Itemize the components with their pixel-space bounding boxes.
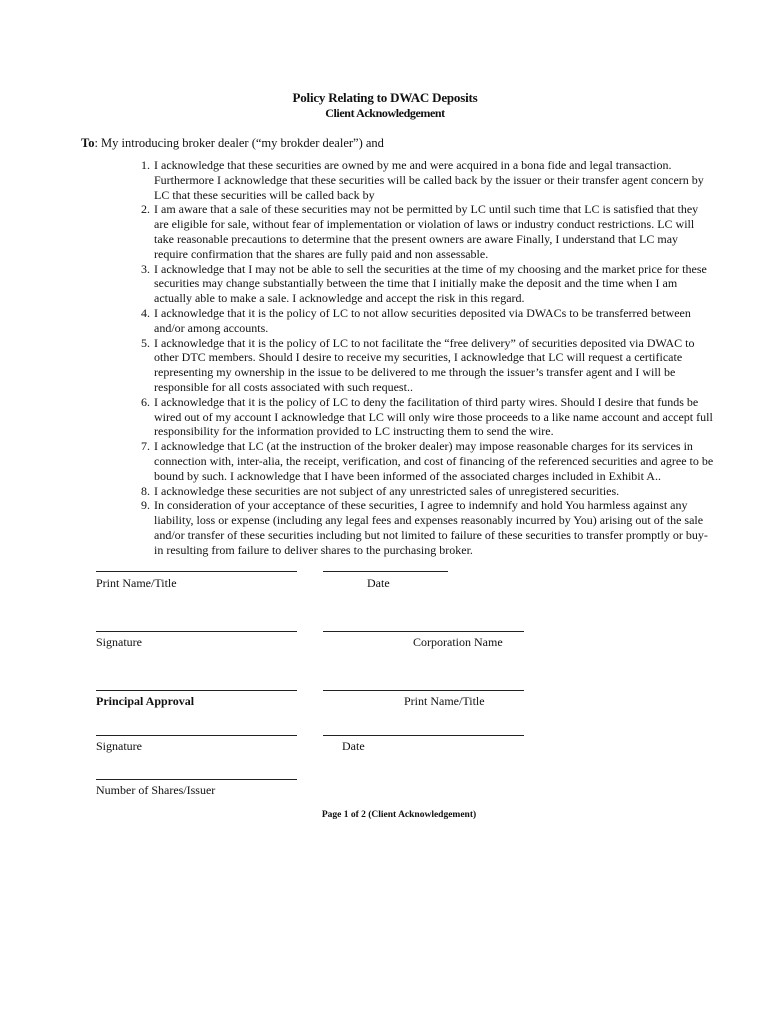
date-label: Date — [367, 576, 390, 590]
list-item — [141, 261, 714, 306]
item-text: I am aware that a sale of these securities may not be permitted by LC until such time that LC is satisfied that they are eligible for sale, without fear of implementation or violation of laws or industry conduct restrictions. LC will take reasonable precautions to determine that the present owners are aware Finally, I understand that LC may require confirmation that the shares are fully paid and non assessable. — [154, 202, 699, 261]
principal-approval-label: Principal Approval — [96, 694, 195, 708]
item-number: 3. — [141, 261, 150, 276]
signature-line[interactable] — [96, 631, 297, 632]
acknowledgement-list — [141, 158, 714, 558]
signature-2-line[interactable] — [96, 735, 297, 736]
print-name-title-label: Print Name/Title — [96, 576, 177, 590]
item-text: I acknowledge that I may not be able to sell the securities at the time of my choosing and the market price for these securities may change substantially between the time that I initially make the deposit and the time when I am actually able to make a sale. I acknowledge and accept the risk in this regard. — [154, 261, 707, 306]
print-name-title-2-line[interactable] — [323, 690, 524, 691]
item-text: I acknowledge that it is the policy of LC to not allow securities deposited via DWACs to be transferred between and/or among accounts. — [154, 305, 691, 335]
print-name-title-2-label: Print Name/Title — [404, 694, 485, 708]
list-item — [141, 158, 714, 202]
number-of-shares-label: Number of Shares/Issuer — [96, 783, 216, 797]
item-number: 4. — [141, 305, 150, 320]
to-label: To — [81, 136, 95, 150]
signature-label: Signature — [96, 635, 142, 649]
item-text: I acknowledge that LC (at the instruction of the broker dealer) may impose reasonable charges for its services in connection with, inter-alia, the receipt, verification, and cost of financing of the referenced securities and agree to be bound by such. I acknowledge that I have been informed of the associated charges included in Exhibit A.. — [154, 439, 714, 483]
item-number: 6. — [141, 394, 150, 409]
item-text: I acknowledge that it is the policy of LC to not facilitate the “free delivery” of securities deposited via DWAC to other DTC members. Should I desire to receive my securities, I acknowledge that LC will request a certificate representing my ownership in the issue to be delivered to me through the issuer’s transfer agent and I will be responsible for all costs associated with such request.. — [154, 335, 695, 394]
list-item — [141, 202, 714, 261]
document-subtitle: Client Acknowledgement — [325, 106, 445, 120]
date-2-label: Date — [342, 739, 365, 753]
item-number: 1. — [141, 158, 150, 172]
document-title: Policy Relating to DWAC Deposits — [292, 90, 478, 105]
item-number: 9. — [141, 498, 150, 513]
item-number: 2. — [141, 202, 150, 217]
corporation-name-line[interactable] — [323, 631, 524, 632]
list-item — [141, 335, 714, 395]
list-item — [141, 394, 714, 439]
corporation-name-label: Corporation Name — [413, 635, 503, 649]
list-item — [141, 305, 714, 336]
list-item — [141, 498, 714, 557]
date-line[interactable] — [323, 571, 448, 572]
number-of-shares-line[interactable] — [96, 779, 297, 780]
item-text: I acknowledge these securities are not subject of any unrestricted sales of unregistered securities. — [154, 483, 620, 498]
print-name-title-line[interactable] — [96, 571, 297, 572]
item-number: 7. — [141, 439, 150, 454]
list-item — [141, 439, 714, 483]
list-item — [141, 483, 714, 499]
date-2-line[interactable] — [323, 735, 524, 736]
item-text: I acknowledge that these securities are owned by me and were acquired in a bona fide and legal transaction. Furthermore I acknowledge that these securities will be called back by the issuer or their transfer agent concern by LC that these securities will be called back by — [154, 158, 704, 202]
item-number: 8. — [141, 483, 150, 498]
to-text: : My introducing broker dealer (“my brokder dealer”) and — [94, 136, 384, 150]
item-text: In consideration of your acceptance of these securities, I agree to indemnify and hold You harmless against any liability, loss or expense (including any legal fees and expenses reasonably incurred by You) arising out of the sale and/or transfer of these securities including but not limited to failure of these securities to transfer promptly or buy-in resulting from failure to deliver shares to the purchasing broker. — [154, 498, 708, 557]
item-number: 5. — [141, 335, 150, 350]
addressee-line — [81, 136, 384, 151]
page-footer: Page 1 of 2 (Client Acknowledgement) — [321, 810, 477, 820]
principal-approval-line[interactable] — [96, 690, 297, 691]
signature-2-label: Signature — [96, 739, 142, 753]
item-text: I acknowledge that it is the policy of LC to deny the facilitation of third party wires. Should I desire that funds be wired out of my account I acknowledge that LC will only wire those proceeds to a like name account and accept full responsibility for the information provided to LC instructing them to send the wire. — [154, 394, 713, 439]
